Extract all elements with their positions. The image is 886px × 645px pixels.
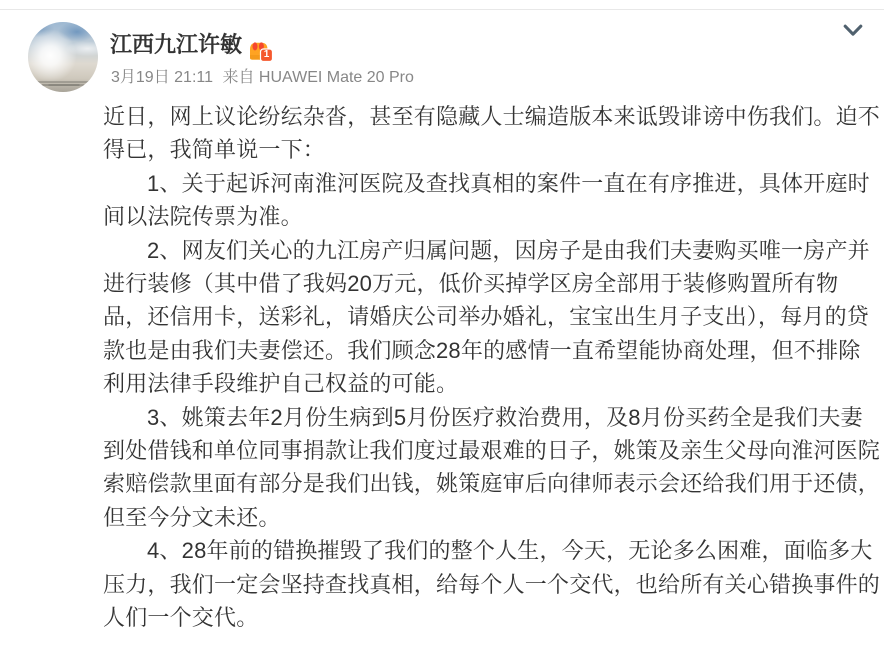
post-paragraph: 2、网友们关心的九江房产归属问题，因房子是由我们夫妻购买唯一房产并进行装修（其中借了我妈20万元，低价买掉学区房全部用于装修购置所有物品，还信用卡，送彩礼，请婚庆公司举办婚礼，宝宝出生月子支出），每月的贷款也是由我们夫妻偿还。我们顾念28年的感情一直希望能协商处理，但不排除利用法律手段维护自己权益的可能。 xyxy=(103,237,870,397)
chevron-down-icon[interactable] xyxy=(838,20,868,44)
card-top-divider xyxy=(0,9,884,10)
vip-crown-icon[interactable] xyxy=(245,38,273,64)
post-paragraph: 1、关于起诉河南淮河医院及查找真相的案件一直在有序推进，具体开庭时间以法院传票为准。 xyxy=(103,170,870,230)
post-timestamp[interactable]: 3月19日 21:11 xyxy=(111,69,213,86)
avatar[interactable] xyxy=(28,22,98,92)
post-paragraph: 近日，网上议论纷纭杂沓，甚至有隐藏人士编造版本来诋毁诽谤中伤我们。迫不得已，我简单说一下： xyxy=(103,104,881,163)
vip-level-label: 1 xyxy=(263,49,270,60)
author-name[interactable]: 江西九江许敏 xyxy=(110,32,243,57)
post-paragraph: 3、姚策去年2月份生病到5月份医疗救治费用，及8月份买药全是我们夫妻到处借钱和单位同事捐款让我们度过最艰难的日子，姚策及亲生父母向淮河医院索赔偿款里面有部分是我们出钱，姚策庭审后向律师表示会还给我们用于还债，但至今分文未还。 xyxy=(103,404,881,530)
post-content xyxy=(103,100,881,635)
post-meta xyxy=(111,67,414,89)
post-source-device[interactable]: 来自 HUAWEI Mate 20 Pro xyxy=(222,69,414,86)
post-paragraph: 4、28年前的错换摧毁了我们的整个人生，今天，无论多么困难，面临多大压力，我们一定会坚持查找真相，给每个人一个交代，也给所有关心错换事件的人们一个交代。 xyxy=(103,538,881,631)
